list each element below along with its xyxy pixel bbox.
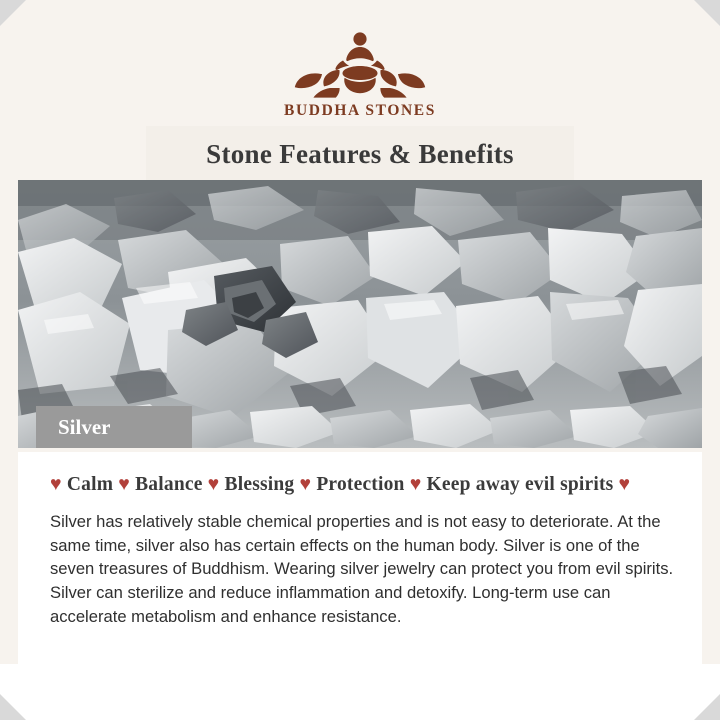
lotus-meditation-icon	[285, 26, 435, 100]
bottom-strip	[0, 664, 720, 720]
corner-notch-top-right	[694, 0, 720, 26]
brand-header	[0, 26, 720, 126]
brand-name: BUDDHA STONES	[284, 102, 436, 119]
corner-notch-bottom-right	[694, 694, 720, 720]
silver-ore-rocks-photo	[18, 180, 702, 448]
page-title: Stone Features & Benefits	[206, 138, 514, 169]
corner-notch-bottom-left	[0, 694, 26, 720]
benefits-panel	[18, 452, 702, 664]
title-band	[146, 126, 574, 182]
keywords-line	[50, 474, 674, 496]
keywords-text: ♥ Calm ♥ Balance ♥ Blessing ♥ Protection ♥ Keep away evil spirits ♥	[50, 474, 631, 495]
stone-description: Silver has relatively stable chemical properties and is not easy to deteriorate. At the same time, silver also has certain effects on the human body. Silver is one of the seven treasures of Buddhism. Wearing silver jewelry can protect you from evil spirits. Silver can sterilize and reduce inflammation and detoxify. Long-term use can accelerate metabolism and enhance resistance.	[50, 512, 674, 626]
stone-name-label	[36, 406, 192, 448]
corner-notch-top-left	[0, 0, 26, 26]
stone-name-text: Silver	[58, 414, 111, 439]
